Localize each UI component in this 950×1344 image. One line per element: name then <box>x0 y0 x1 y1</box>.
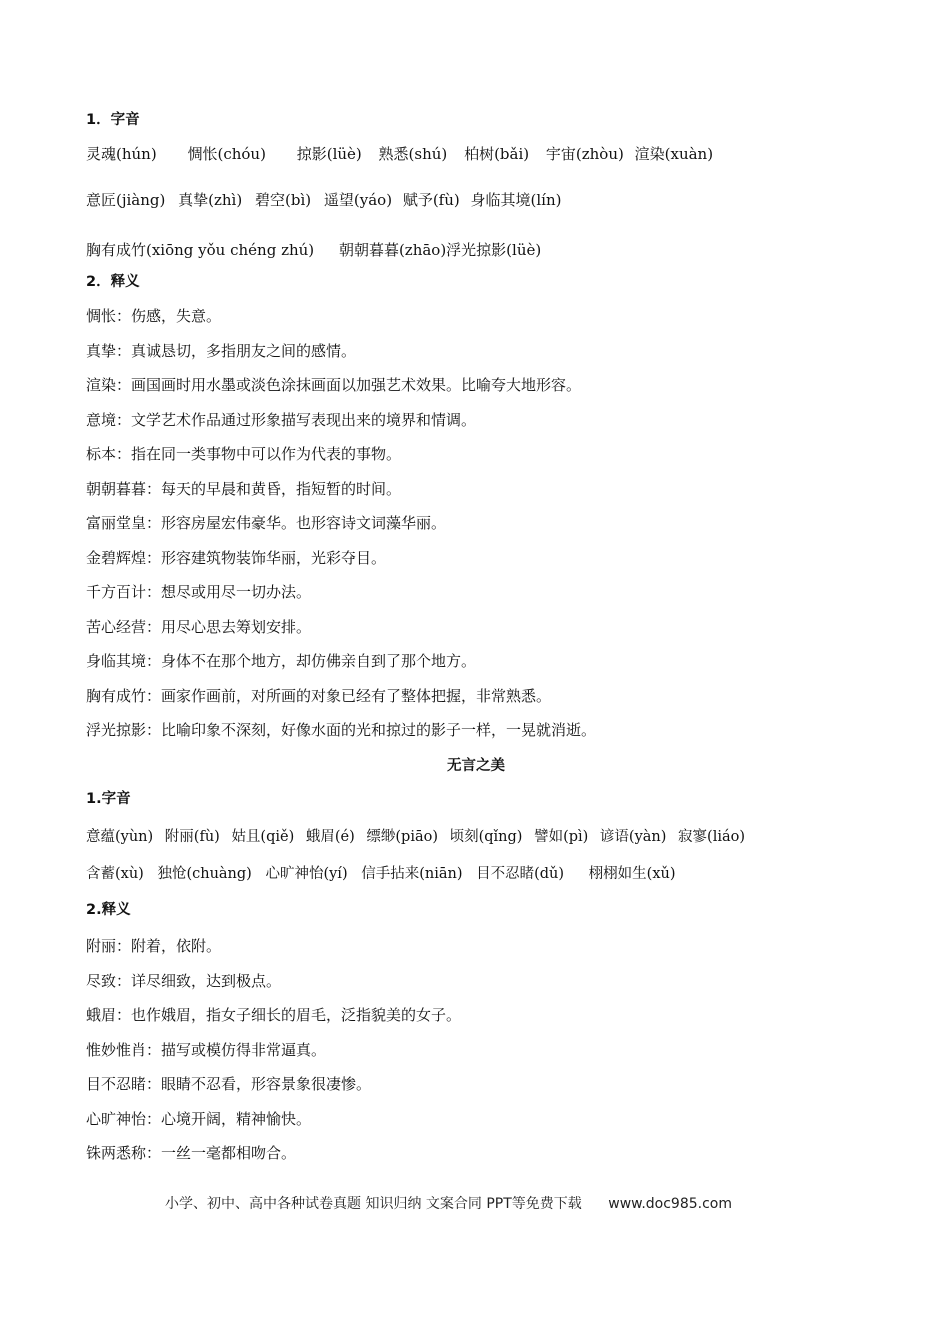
pinyin-item: 顷刻(qǐng) <box>449 829 523 845</box>
pinyin-item: 意蕴(yùn) <box>86 829 154 845</box>
pinyin-item: 掠影(lüè) <box>296 145 362 163</box>
pinyin-item: 谚语(yàn) <box>599 829 667 845</box>
definition-item: 意境：文学艺术作品通过形象描写表现出来的境界和情调。 <box>86 410 477 429</box>
pinyin-item: 蛾眉(é) <box>305 829 355 845</box>
pinyin-item: 熟悉(shú) <box>378 145 448 163</box>
pinyin-item: 含蓄(xù) <box>86 866 144 882</box>
zi-yin-heading-2: 1.字音 <box>86 791 131 807</box>
definition-item: 浮光掠影：比喻印象不深刻，好像水面的光和掠过的影子一样，一晃就消逝。 <box>86 721 597 739</box>
definition-list-1 <box>86 306 866 740</box>
footer-site-link[interactable]: www.doc985.com <box>608 1196 732 1212</box>
pinyin-item: 寂寥(liáo) <box>678 829 745 845</box>
definition-list-2 <box>86 936 866 1163</box>
section-title: 无言之美 <box>447 758 505 774</box>
footer <box>165 1193 732 1213</box>
pinyin-item: 渲染(xuàn) <box>634 145 714 163</box>
pinyin-item: 遥望(yáo) <box>323 191 393 209</box>
definition-item: 真挚：真诚恳切，多指朋友之间的感情。 <box>86 341 357 360</box>
pinyin-item: 譬如(pì) <box>534 829 589 845</box>
shi-yi-heading-1: 2．释义 <box>86 274 140 290</box>
definition-item: 惆怅：伤感，失意。 <box>86 307 222 325</box>
definition-item: 目不忍睹：眼睛不忍看，形容景象很凄惨。 <box>86 1075 372 1093</box>
definition-item: 富丽堂皇：形容房屋宏伟豪华。也形容诗文词藻华丽。 <box>86 514 447 532</box>
pinyin-item: 柏树(bǎi) <box>464 145 530 163</box>
definition-item: 胸有成竹：画家作画前，对所画的对象已经有了整体把握，非常熟悉。 <box>86 686 552 705</box>
definition-item: 朝朝暮暮：每天的早晨和黄昏，指短暂的时间。 <box>86 479 402 498</box>
definition-item: 心旷神怡：心境开阔，精神愉快。 <box>86 1109 312 1128</box>
definition-item: 附丽：附着，依附。 <box>86 937 222 955</box>
shi-yi-heading-2: 2.释义 <box>86 902 131 918</box>
pinyin-item: 灵魂(hún) <box>86 145 157 163</box>
pinyin-row-4 <box>86 827 866 847</box>
zi-yin-heading-1: 1．字音 <box>86 112 140 128</box>
document-page <box>86 110 866 1163</box>
footer-text: 小学、初中、高中各种试卷真题 知识归纳 文案合同 PPT等免费下载 <box>165 1196 582 1212</box>
pinyin-item: 信手拈来(niān) <box>361 866 463 882</box>
pinyin-item: 胸有成竹(xiōng yǒu chéng zhú) <box>86 241 315 259</box>
pinyin-item: 独怆(chuàng) <box>157 866 252 882</box>
definition-item: 渲染：画国画时用水墨或淡色涂抹画面以加强艺术效果。比喻夸大地形容。 <box>86 376 582 394</box>
pinyin-row-3 <box>86 240 866 260</box>
definition-item: 金碧辉煌：形容建筑物装饰华丽，光彩夺目。 <box>86 548 387 567</box>
definition-item: 铢两悉称：一丝一毫都相吻合。 <box>86 1144 297 1162</box>
pinyin-item: 真挚(zhì) <box>178 191 243 209</box>
pinyin-item: 姑且(qiě) <box>231 829 295 845</box>
definition-item: 千方百计：想尽或用尽一切办法。 <box>86 583 312 601</box>
definition-item: 苦心经营：用尽心思去筹划安排。 <box>86 617 312 636</box>
definition-item: 蛾眉：也作娥眉，指女子细长的眉毛，泛指貌美的女子。 <box>86 1006 462 1024</box>
pinyin-item: 碧空(bì) <box>255 191 312 209</box>
pinyin-row-5 <box>86 864 866 884</box>
pinyin-item: 赋予(fù) <box>402 191 460 209</box>
pinyin-item: 宇宙(zhòu) <box>545 145 624 163</box>
pinyin-item: 附丽(fù) <box>164 829 220 845</box>
pinyin-item: 惆怅(chóu) <box>187 145 266 163</box>
pinyin-item: 意匠(jiàng) <box>86 191 166 209</box>
pinyin-item: 目不忍睹(dǔ) <box>476 866 565 882</box>
pinyin-item: 身临其境(lín) <box>470 191 562 209</box>
pinyin-item: 朝朝暮暮(zhāo)浮光掠影(lüè) <box>338 241 542 259</box>
definition-item: 尽致：详尽细致，达到极点。 <box>86 971 282 990</box>
pinyin-row-1 <box>86 144 866 164</box>
pinyin-item: 心旷神怡(yí) <box>265 866 348 882</box>
pinyin-item: 栩栩如生(xǔ) <box>588 866 676 882</box>
pinyin-row-2 <box>86 190 866 210</box>
definition-item: 标本：指在同一类事物中可以作为代表的事物。 <box>86 445 402 463</box>
definition-item: 身临其境：身体不在那个地方，却仿佛亲自到了那个地方。 <box>86 652 477 670</box>
definition-item: 惟妙惟肖：描写或模仿得非常逼真。 <box>86 1040 327 1059</box>
pinyin-item: 缥缈(piāo) <box>366 829 438 845</box>
